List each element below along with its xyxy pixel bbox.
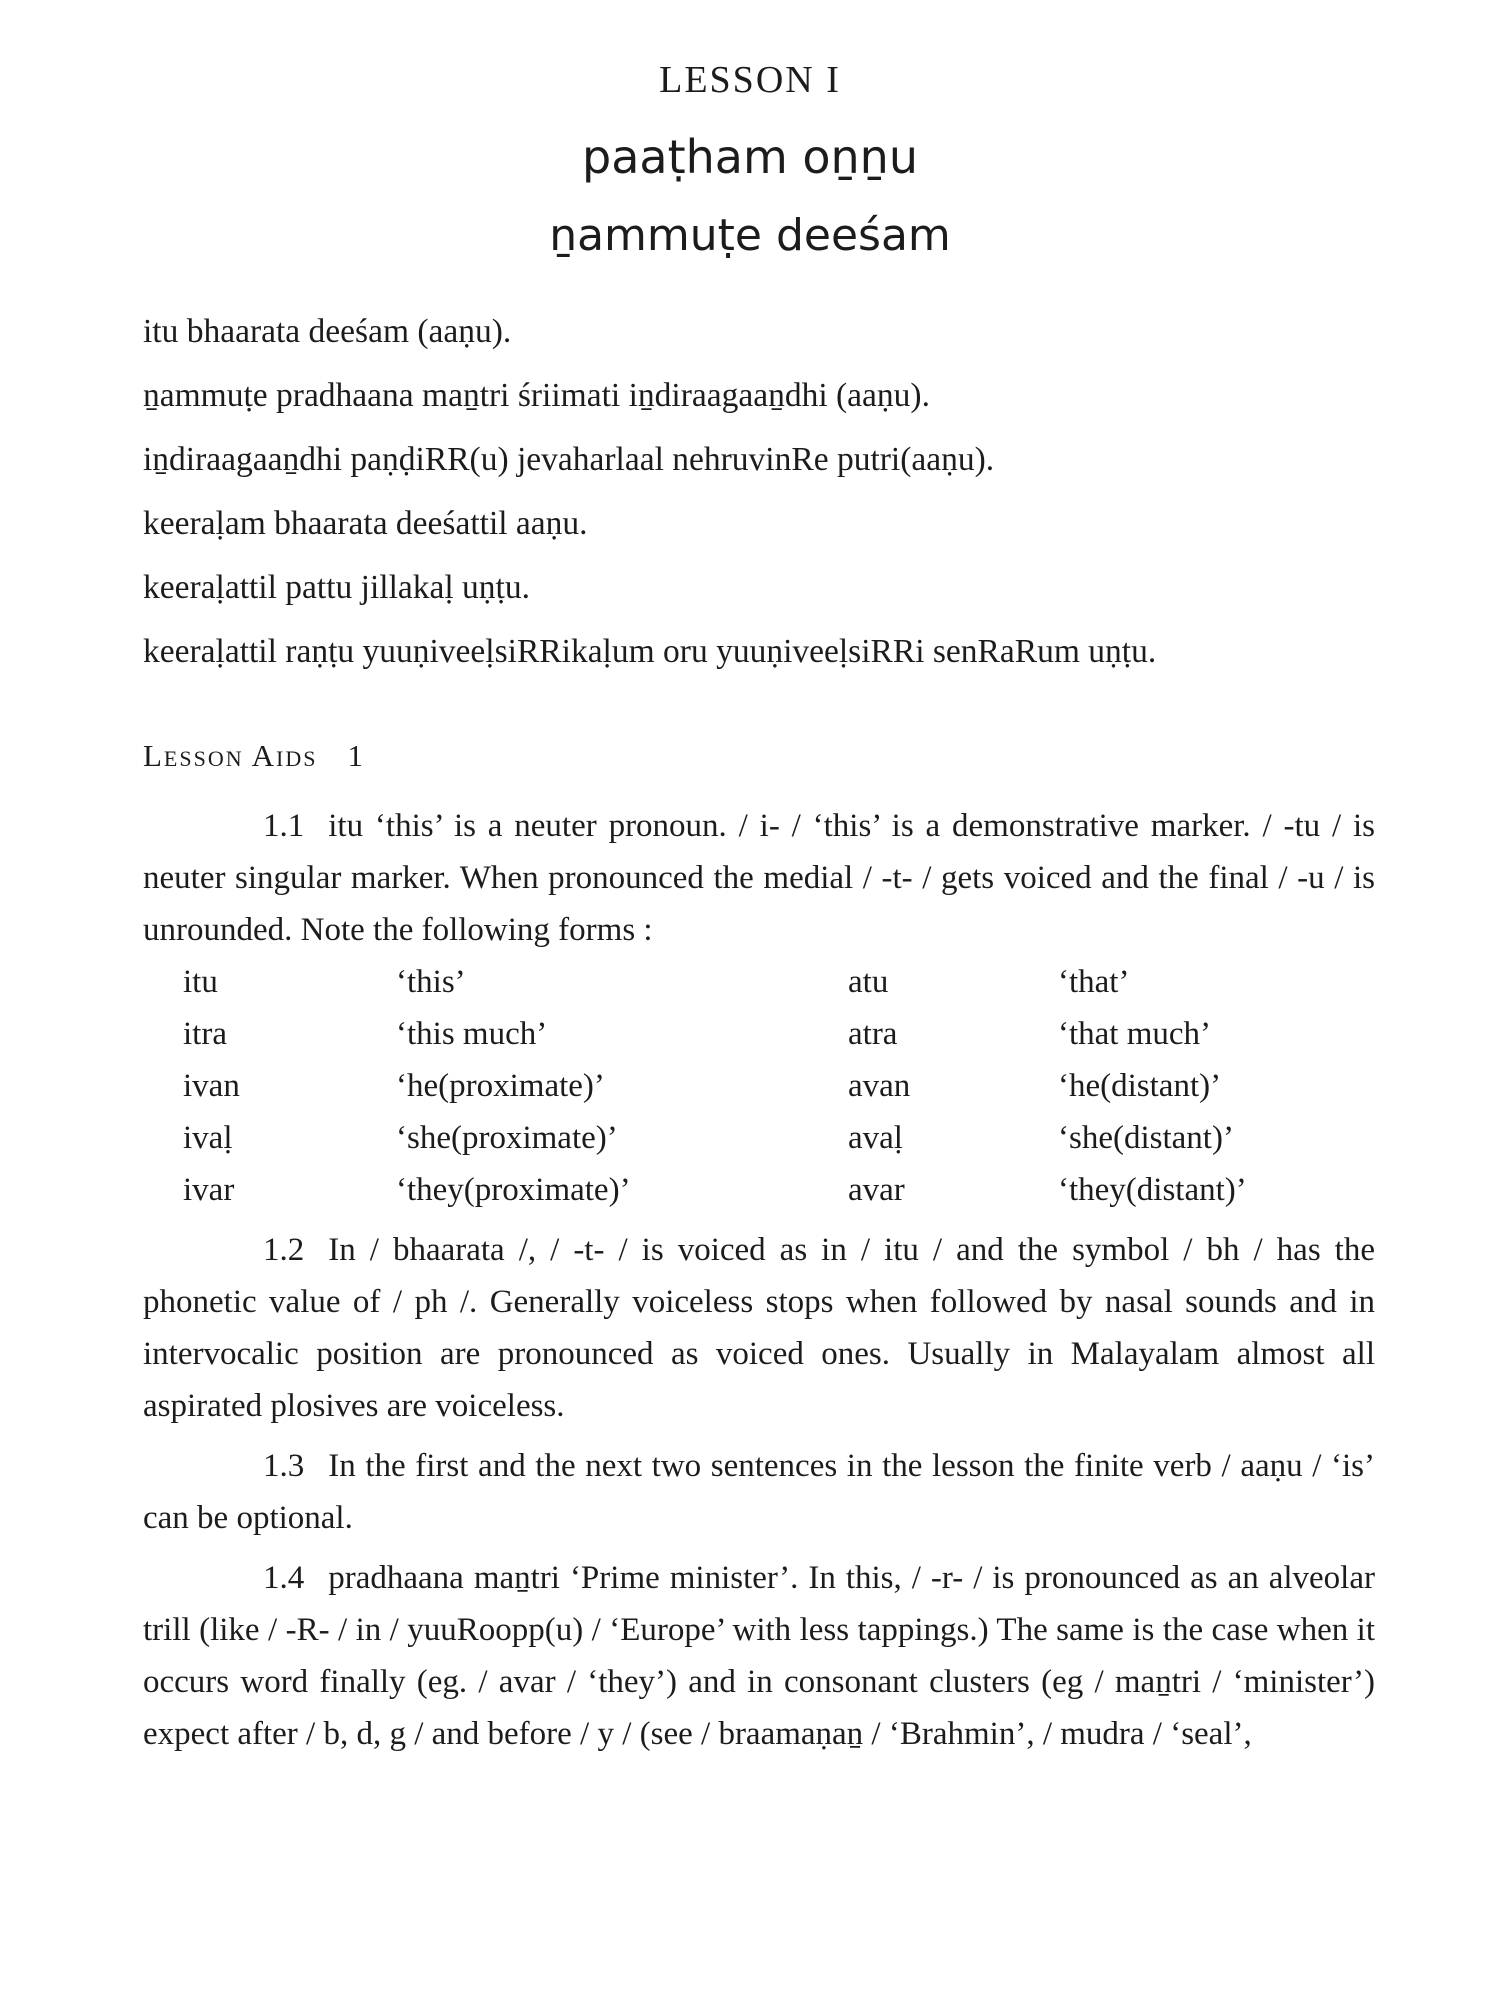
table-cell: ivar <box>183 1172 235 1208</box>
aid-number: 1.2 <box>263 1232 305 1268</box>
spacer <box>143 1216 1375 1224</box>
aid-number: 1.4 <box>263 1560 305 1596</box>
sentence: keeraḷattil raṇṭu yuuṇiveeḷsiRRikaḷum oru yuuṇiveeḷsiRRi senRaRum uṇṭu. <box>143 633 1157 670</box>
table-cell: avan <box>848 1068 911 1104</box>
aid-paragraph <box>143 1224 1375 1432</box>
table-row <box>183 956 1247 1008</box>
table-cell: avaḷ <box>848 1120 903 1156</box>
sentence: keeraḷattil pattu jillakaḷ uṇṭu. <box>143 569 530 606</box>
lesson-sentences <box>143 306 1375 677</box>
table-cell: ‘she(distant)’ <box>1058 1120 1234 1156</box>
aid-number: 1.1 <box>263 808 305 844</box>
table-cell: ‘they(proximate)’ <box>396 1172 631 1208</box>
table-cell: ‘she(proximate)’ <box>396 1120 618 1156</box>
table-cell: ‘they(distant)’ <box>1058 1172 1247 1208</box>
forms-table <box>183 956 1247 1216</box>
table-cell: ‘this much’ <box>396 1016 548 1052</box>
table-cell: atu <box>848 964 889 1000</box>
table-cell: itu <box>183 964 218 1000</box>
aid-text: In the first and the next two sentences in the lesson the finite verb / aaṇu / ‘is’ can be optional. <box>143 1448 1375 1536</box>
lesson-aids-title: Lesson Aids <box>143 738 318 773</box>
table-row <box>183 1112 1247 1164</box>
table-row <box>183 1008 1247 1060</box>
aid-paragraph <box>143 800 1375 956</box>
sentence: keeraḷam bhaarata deeśattil aaṇu. <box>143 505 588 542</box>
lesson-aids <box>143 800 1375 1760</box>
table-cell: ‘this’ <box>396 964 466 1000</box>
aid-text: itu ‘this’ is a neuter pronoun. / i- / ‘this’ is a demonstrative marker. / -tu / is neuter singular marker. When pronounced the medial / -t- / gets voiced and the final / -u / is unrounded. Note the following forms : <box>143 808 1375 948</box>
spacer <box>143 1432 1375 1440</box>
table-cell: ‘that’ <box>1058 964 1130 1000</box>
aid-text: In / bhaarata /, / -t- / is voiced as in / itu / and the symbol / bh / has the phonetic value of / ph /. Generally voiceless stops when followed by nasal sounds and in intervocalic position are pronounced as voiced ones. Usually in Malayalam almost all aspirated plosives are voiceless. <box>143 1232 1375 1424</box>
lesson-subtitle: paaṭham oṉṉu <box>582 130 918 184</box>
lesson-title: LESSON I <box>659 59 841 101</box>
table-row <box>183 1164 1247 1216</box>
aid-paragraph <box>143 1440 1375 1544</box>
aid-paragraph <box>143 1552 1375 1760</box>
table-cell: atra <box>848 1016 898 1052</box>
aid-number: 1.3 <box>263 1448 305 1484</box>
spacer <box>143 1544 1375 1552</box>
table-cell: ‘he(distant)’ <box>1058 1068 1222 1104</box>
lesson-aids-heading <box>143 738 365 774</box>
table-cell: ivan <box>183 1068 240 1104</box>
table-cell: ‘he(proximate)’ <box>396 1068 605 1104</box>
table-cell: ivaḷ <box>183 1120 233 1156</box>
lesson-aids-number: 1 <box>347 738 365 773</box>
table-cell: ‘that much’ <box>1058 1016 1212 1052</box>
table-cell: avar <box>848 1172 905 1208</box>
sentence: ṉammuṭe pradhaana maṉtri śriimati iṉdiraagaaṉdhi (aaṇu). <box>143 377 930 414</box>
sentence: itu bhaarata deeśam (aaṇu). <box>143 313 512 350</box>
aid-text: pradhaana maṉtri ‘Prime minister’. In this, / -r- / is pronounced as an alveolar trill (like / -R- / in / yuuRoopp(u) / ‘Europe’ with less tappings.) The same is the case when it occurs word finally (eg. / avar / ‘they’) and in consonant clusters (eg / maṉtri / ‘minister’) expect after / b, d, g / and before / y / (see / braamaṇaṉ / ‘Brahmin’, / mudra / ‘seal’, <box>143 1560 1375 1752</box>
table-row <box>183 1060 1247 1112</box>
sentence: iṉdiraagaaṉdhi paṇḍiRR(u) jevaharlaal nehruvinRe putri(aaṇu). <box>143 441 995 478</box>
lesson-topic: ṉammuṭe deeśam <box>549 210 951 261</box>
table-cell: itra <box>183 1016 227 1052</box>
